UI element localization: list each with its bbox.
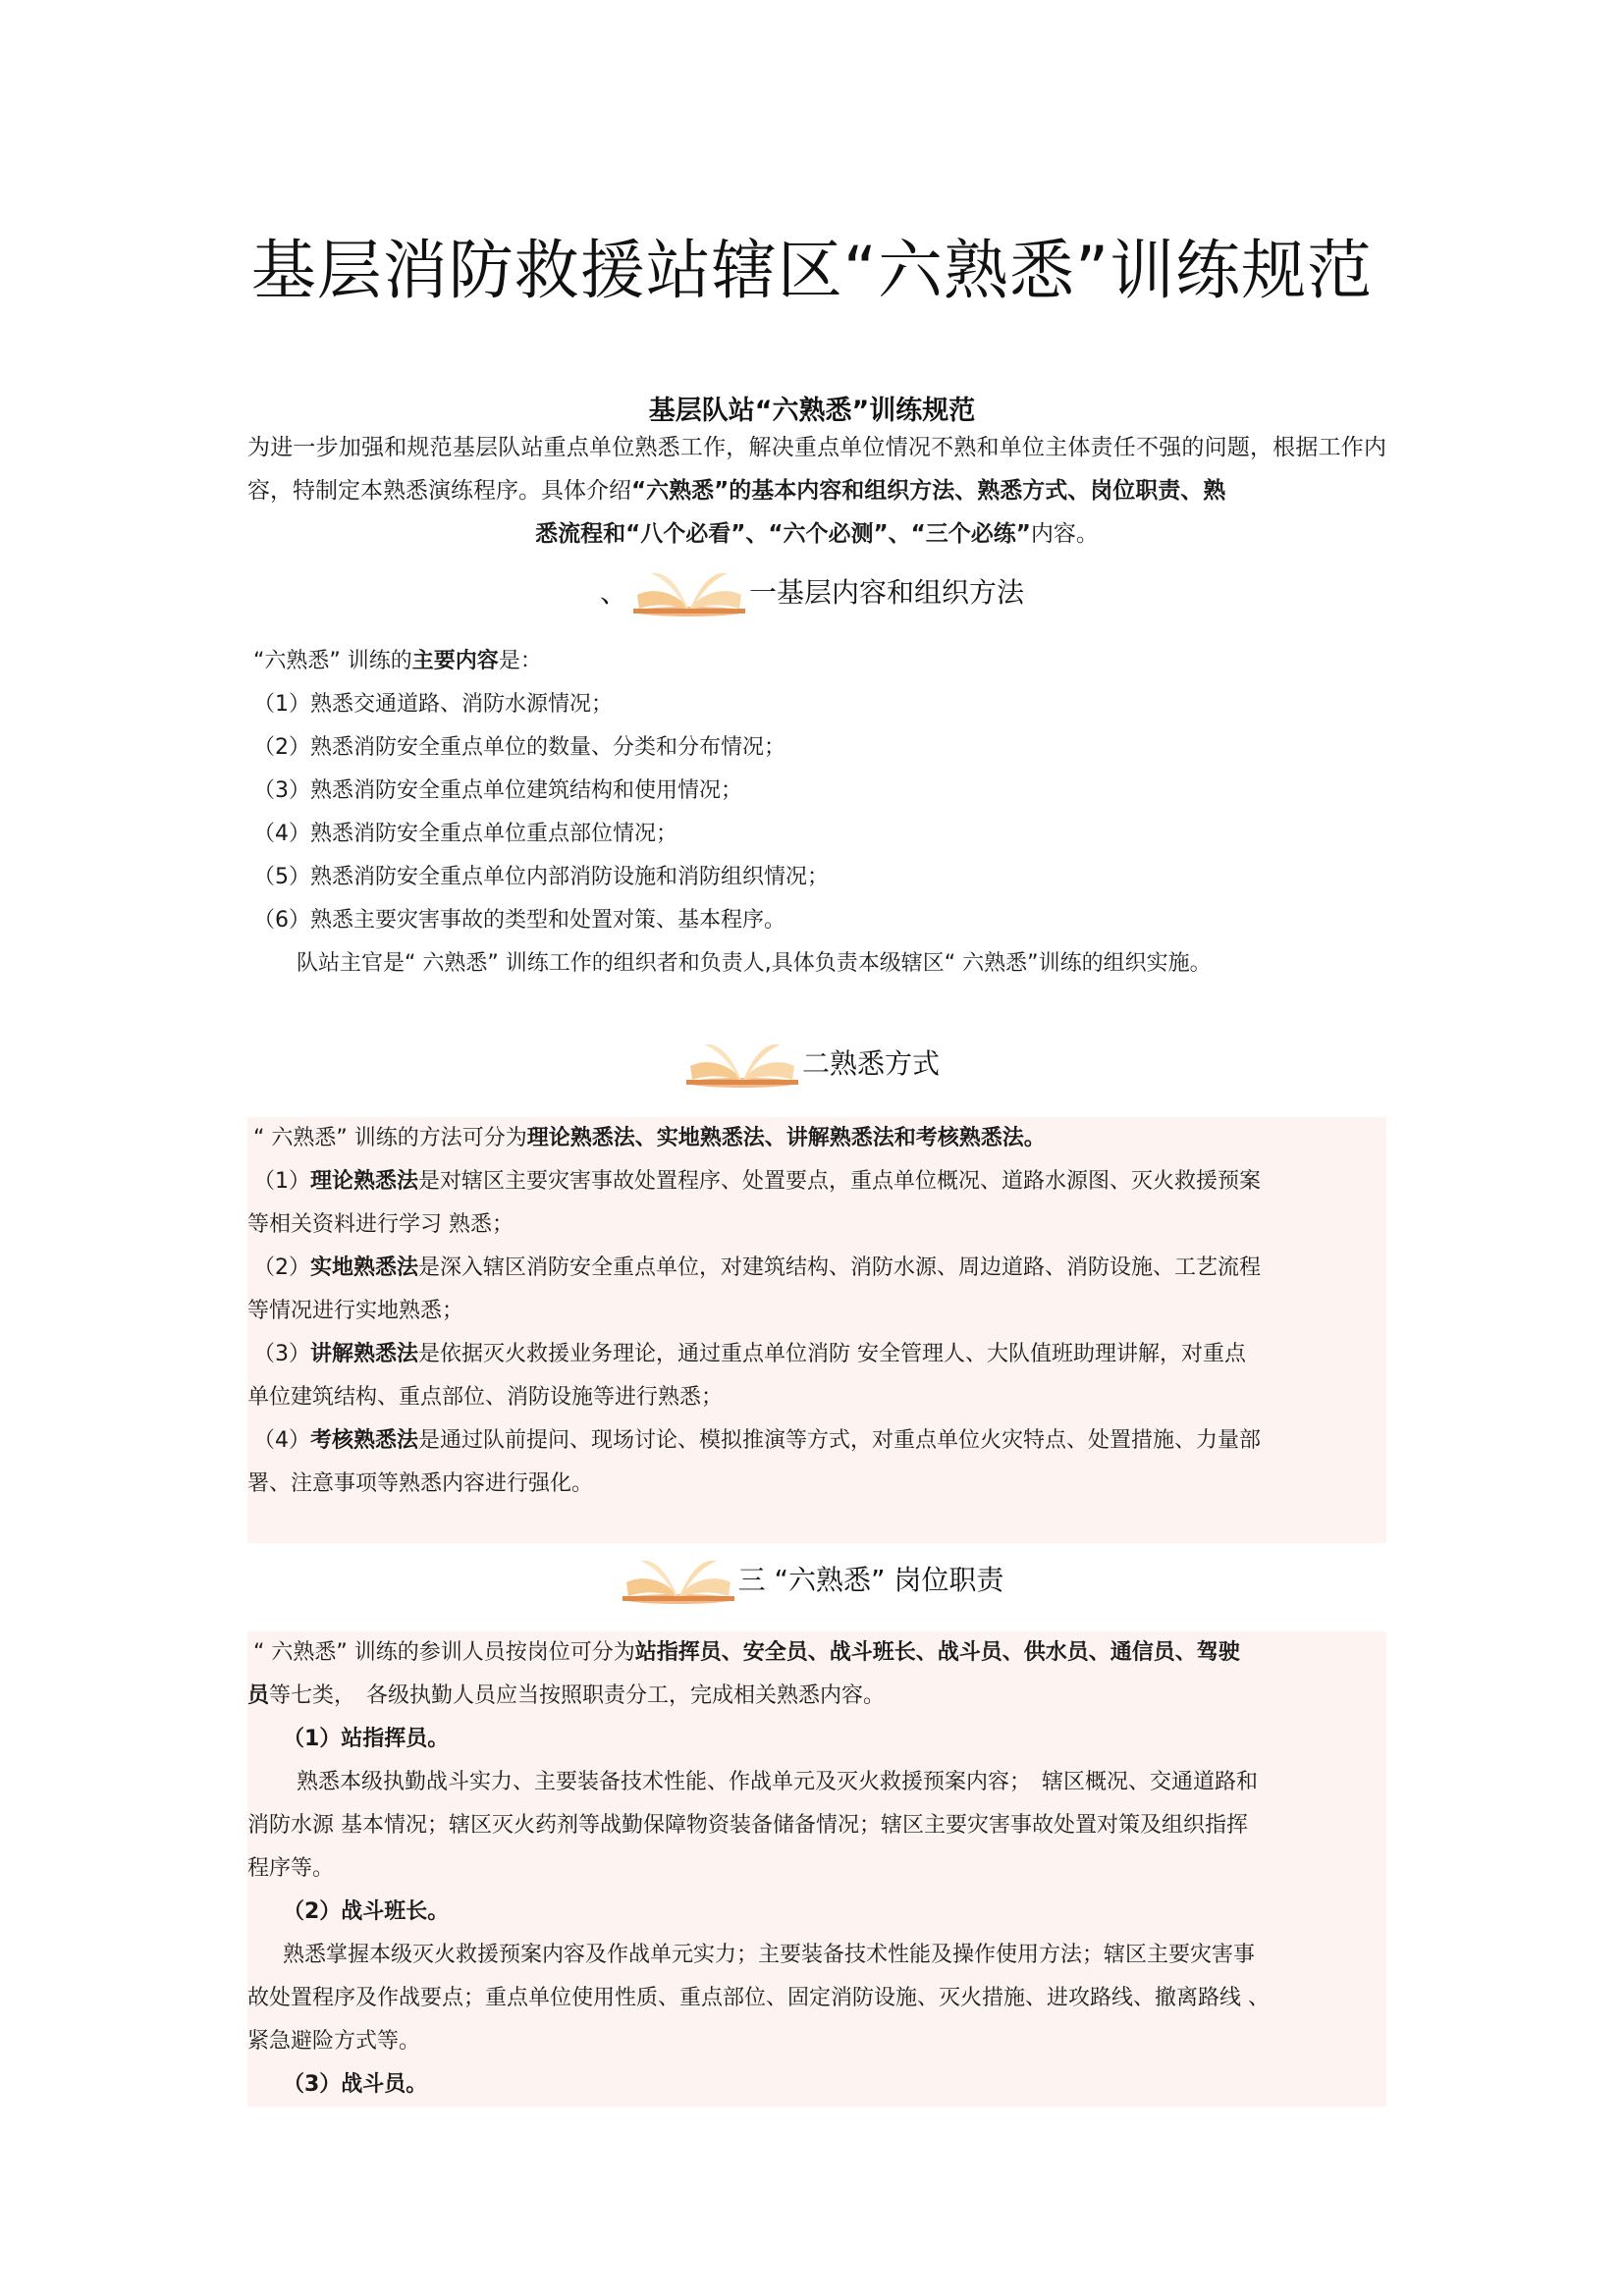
item-text: 是依据灭火救援业务理论，通过重点单位消防 安全管理人、大队值班助理讲解，对重点	[418, 1342, 1247, 1366]
item-text: 是通过队前提问、现场讨论、模拟推演等方式，对重点单位火灾特点、处置措施、力量部	[418, 1428, 1262, 1453]
method-item-continued: 署、注意事项等熟悉内容进行强化。	[247, 1471, 594, 1496]
open-book-icon	[631, 565, 747, 616]
section-prefix: 、	[599, 576, 627, 609]
section-title: 一基层内容和组织方法	[749, 576, 1025, 609]
section-lead	[247, 1631, 1386, 1675]
method-item-continued: 等相关资料进行学习 熟悉；	[247, 1212, 514, 1237]
intro-text: 为进一步加强和规范基层队站重点单位熟悉工作，解决重点单位情况不熟和单位主体责任不强的问题，根据工作内容，特制定本熟悉演练程序。具体介绍	[247, 435, 1386, 504]
item-text: 是对辖区主要灾害事故处置程序、处置要点，重点单位概况、道路水源图、灭火救援预案	[418, 1169, 1262, 1194]
list-item: （3）熟悉消防安全重点单位建筑结构和使用情况；	[253, 778, 742, 803]
section-2-content	[247, 1117, 1386, 1543]
lead-bold: 站指挥员、安全员、战斗班长、战斗员、供水员、通信员、驾驶	[634, 1640, 1240, 1665]
section-heading-2	[0, 1033, 1624, 1092]
lead-bold: 员	[247, 1683, 270, 1708]
page-title: 基层消防救援站辖区“六熟悉”训练规范	[250, 233, 1374, 308]
item-text: 是深入辖区消防安全重点单位，对建筑结构、消防水源、周边道路、消防设施、工艺流程	[418, 1255, 1262, 1280]
intro-paragraph	[247, 426, 1386, 556]
role-text: 程序等。	[247, 1856, 335, 1881]
method-item	[247, 1160, 1386, 1203]
item-term: 讲解熟悉法	[310, 1342, 419, 1366]
role-title: （2）战斗班长。	[283, 1899, 450, 1924]
intro-last-line	[247, 512, 1386, 556]
section-3-content	[247, 1631, 1386, 2107]
role-text: 熟悉本级执勤战斗实力、主要装备技术性能、作战单元及灭火救援预案内容； 辖区概况、交通道路和	[297, 1770, 1259, 1794]
section-heading-1	[0, 561, 1624, 620]
lead-text: “ 六熟悉” 训练的方法可分为	[253, 1126, 527, 1150]
item-number: （3）	[253, 1342, 310, 1366]
closing-paragraph: 队站主官是“ 六熟悉” 训练工作的组织者和负责人,具体负责本级辖区“ 六熟悉”训练的组织实施。	[297, 951, 1212, 976]
item-term: 理论熟悉法	[310, 1169, 419, 1194]
item-number: （1）	[253, 1169, 310, 1194]
lead-tail: 是：	[498, 649, 542, 673]
lead-text: “六熟悉” 训练的	[253, 649, 412, 673]
item-term: 考核熟悉法	[310, 1428, 419, 1453]
method-item-continued: 单位建筑结构、重点部位、消防设施等进行熟悉；	[247, 1385, 724, 1410]
section-heading-3	[0, 1549, 1624, 1608]
item-number: （2）	[253, 1255, 310, 1280]
role-text: 熟悉掌握本级灭火救援预案内容及作战单元实力；主要装备技术性能及操作使用方法；辖区主要灾害事	[283, 1943, 1256, 1967]
open-book-icon	[684, 1037, 800, 1088]
item-term: 实地熟悉法	[310, 1255, 419, 1280]
role-text: 故处置程序及作战要点；重点单位使用性质、重点部位、固定消防设施、灭火措施、进攻路线、撤离路线 、	[247, 1986, 1270, 2010]
role-title: （1）站指挥员。	[283, 1727, 450, 1751]
intro-bold-1: “六熟悉”的基本内容和组织方法、熟悉方式、岗位职责、熟	[631, 478, 1226, 504]
open-book-icon	[621, 1553, 736, 1604]
role-text: 消防水源 基本情况；辖区灭火药剂等战勤保障物资装备储备情况；辖区主要灾害事故处置对策及组织指挥	[247, 1813, 1248, 1838]
intro-tail: 内容。	[1030, 521, 1099, 547]
section-title: 二熟悉方式	[801, 1047, 940, 1080]
lead-bold: 理论熟悉法、实地熟悉法、讲解熟悉法和考核熟悉法。	[526, 1126, 1046, 1150]
lead-text: “ 六熟悉” 训练的参训人员按岗位可分为	[253, 1640, 635, 1665]
document-subtitle: 基层队站“六熟悉”训练规范	[648, 396, 976, 426]
item-number: （4）	[253, 1428, 310, 1453]
role-title: （3）战斗员。	[283, 2072, 428, 2097]
intro-bold-2: 悉流程和“八个必看”、“六个必测”、“三个必练”	[535, 521, 1031, 547]
section-1-content	[247, 640, 1386, 986]
lead-bold: 主要内容	[411, 649, 499, 673]
section-title: 三 “六熟悉” 岗位职责	[737, 1564, 1004, 1596]
method-item	[247, 1419, 1386, 1463]
role-text: 紧急避险方式等。	[247, 2029, 421, 2054]
section-lead	[247, 640, 1386, 683]
list-item: （5）熟悉消防安全重点单位内部消防设施和消防组织情况；	[253, 865, 829, 889]
section-lead-continued	[247, 1675, 1386, 1718]
list-item: （1）熟悉交通道路、消防水源情况；	[253, 692, 613, 717]
lead-tail: 等七类， 各级执勤人员应当按照职责分工，完成相关熟悉内容。	[269, 1683, 886, 1708]
method-item	[247, 1333, 1386, 1376]
list-item: （4）熟悉消防安全重点单位重点部位情况；	[253, 822, 677, 846]
list-item: （6）熟悉主要灾害事故的类型和处置对策、基本程序。	[253, 908, 785, 933]
list-item: （2）熟悉消防安全重点单位的数量、分类和分布情况；	[253, 735, 785, 760]
section-lead	[247, 1117, 1386, 1160]
method-item	[247, 1247, 1386, 1290]
method-item-continued: 等情况进行实地熟悉；	[247, 1299, 464, 1323]
